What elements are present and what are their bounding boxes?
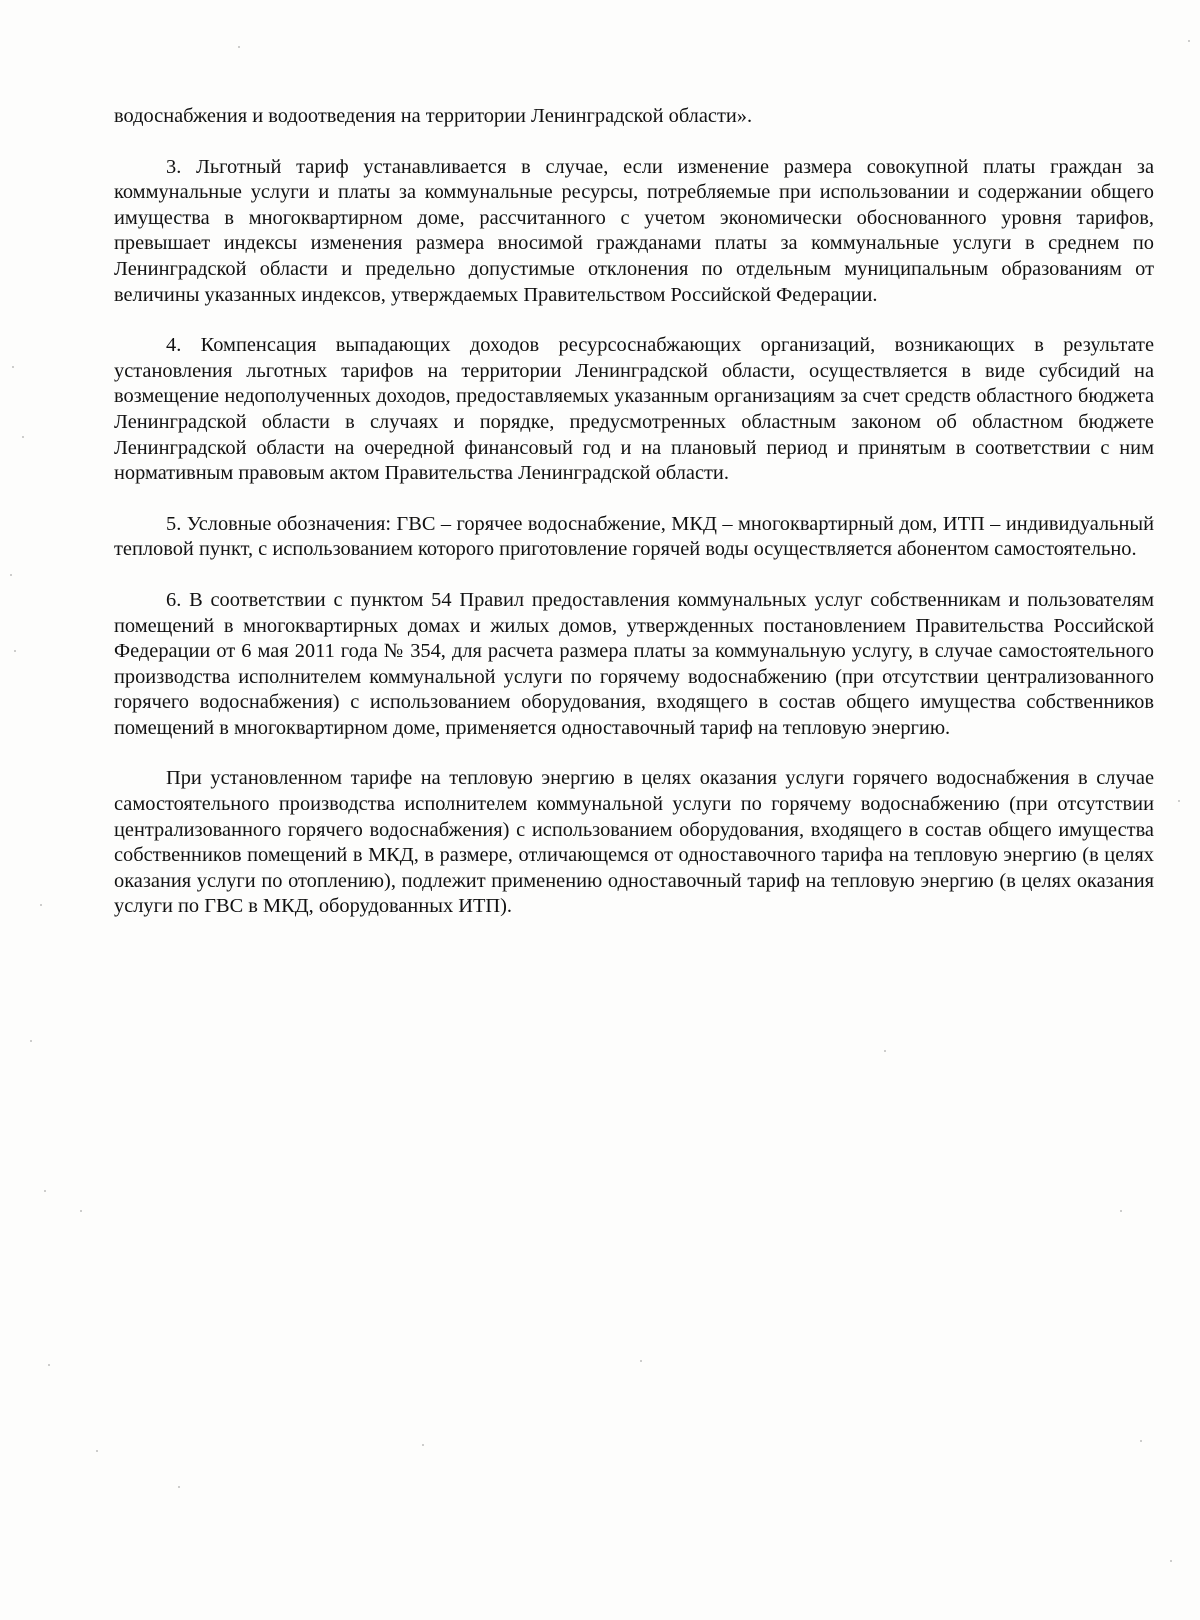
scan-speck bbox=[10, 574, 12, 576]
scan-speck bbox=[884, 1050, 886, 1052]
scan-speck bbox=[44, 1190, 46, 1192]
scan-speck bbox=[1188, 40, 1190, 42]
paragraph-item-6: 6. В соответствии с пунктом 54 Правил предоставления коммунальных услуг собственникам и пользователям помещений в многоквартирных домах и жилых домов, утвержденных постановлением Правительства Российской Федерации от 6 мая 2011 года № 354, для расчета размера платы за коммунальную услугу, в случае самостоятельного производства исполнителем коммунальной услуги по горячему водоснабжению (при отсутствии централизованного горячего водоснабжения) с использованием оборудования, входящего в состав общего имущества собственников помещений в многоквартирном доме, применяется одноставочный тариф на тепловую энергию. bbox=[114, 588, 1154, 739]
paragraph-item-5: 5. Условные обозначения: ГВС – горячее водоснабжение, МКД – многоквартирный дом, ИТП – индивидуальный тепловой пункт, с использованием которого приготовление горячей воды осуществляется абонентом самостоятельно. bbox=[114, 512, 1154, 561]
scan-speck bbox=[30, 1040, 32, 1042]
scan-speck bbox=[178, 1486, 180, 1488]
scan-speck bbox=[96, 1450, 98, 1452]
scan-speck bbox=[422, 1444, 424, 1446]
scan-speck bbox=[14, 650, 16, 652]
scan-speck bbox=[12, 366, 14, 368]
paragraph-item-4: 4. Компенсация выпадающих доходов ресурсоснабжающих организаций, возникающих в результате установления льготных тарифов на территории Ленинградской области, осуществляется в виде субсидий на возмещение недополученных доходов, предоставляемых указанным организациям за счет средств областного бюджета Ленинградской области в случаях и порядке, предусмотренных областным законом об областном бюджете Ленинградской области на очередной финансовый год и на плановый период и принятым в соответствии с ним нормативным правовым актом Правительства Ленинградской области. bbox=[114, 334, 1154, 485]
scan-speck bbox=[1178, 800, 1180, 802]
scan-speck bbox=[80, 1210, 82, 1212]
scan-speck bbox=[238, 46, 240, 48]
scan-speck bbox=[40, 904, 42, 906]
paragraph-item-3: 3. Льготный тариф устанавливается в случае, если изменение размера совокупной платы граждан за коммунальные услуги и платы за коммунальные ресурсы, потребляемые при использовании и содержании общего имущества в многоквартирном доме, рассчитанного с учетом экономически обоснованного уровня тарифов, превышает индексы изменения размера вносимой гражданами платы за коммунальные услуги в среднем по Ленинградской области и предельно допустимые отклонения по отдельным муниципальным образованиям от величины указанных индексов, утверждаемых Правительством Российской Федерации. bbox=[114, 155, 1154, 306]
scan-speck bbox=[22, 436, 24, 438]
paragraph-tariff-note: При установленном тарифе на тепловую энергию в целях оказания услуги горячего водоснабжения в случае самостоятельного производства исполнителем коммунальной услуги по горячему водоснабжению (при отсутствии централизованного горячего водоснабжения) с использованием оборудования, входящего в состав общего имущества собственников помещений в МКД, в размере, отличающемся от одноставочного тарифа на тепловую энергию (в целях оказания услуги по отоплению), подлежит применению одноставочный тариф на тепловую энергию (в целях оказания услуги по ГВС в МКД, оборудованных ИТП). bbox=[114, 767, 1154, 918]
scan-speck bbox=[48, 1364, 50, 1366]
paragraph-continuation: водоснабжения и водоотведения на территории Ленинградской области». bbox=[114, 105, 753, 127]
document-body bbox=[114, 104, 1154, 945]
scan-speck bbox=[1120, 1210, 1122, 1212]
scan-speck bbox=[1170, 1560, 1172, 1562]
scan-speck bbox=[640, 1360, 642, 1362]
scan-speck bbox=[1140, 1440, 1142, 1442]
